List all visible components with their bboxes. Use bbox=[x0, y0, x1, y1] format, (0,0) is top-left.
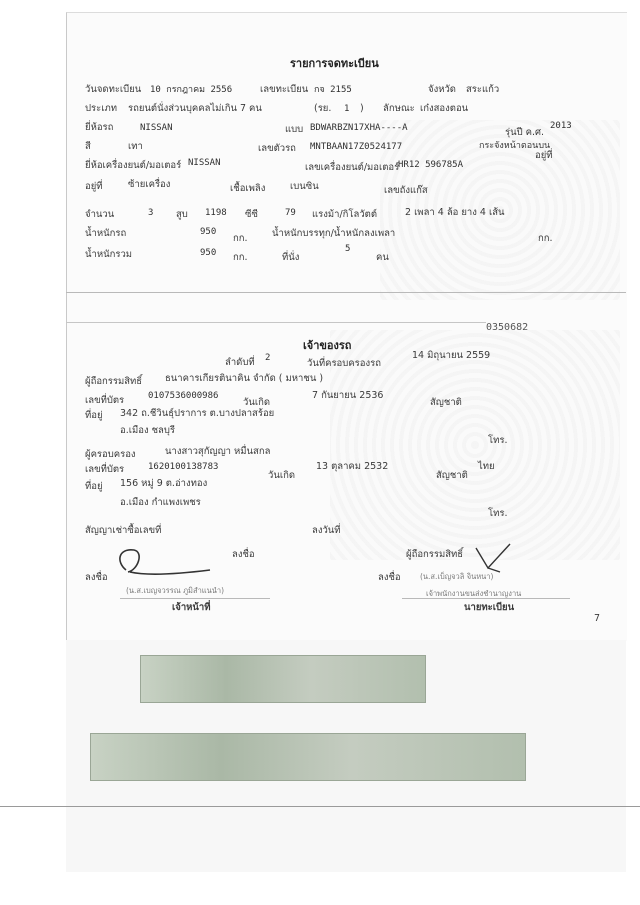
chassis-label: เลขตัวรถ bbox=[258, 143, 296, 154]
weight-label: น้ำหนักรถ bbox=[85, 228, 127, 239]
holder-birth-label: วันเกิด bbox=[243, 397, 270, 408]
brand-value: NISSAN bbox=[140, 123, 173, 133]
engine-no-label: เลขเครื่องยนต์/มอเตอร์ bbox=[305, 162, 400, 173]
engine-no-value: HR12 596785A bbox=[398, 160, 464, 170]
reg-date: 10 กรกฎาคม 2556 bbox=[150, 85, 233, 95]
feature-value: เก๋งสองตอน bbox=[420, 103, 469, 114]
engine-brand-label: ยี่ห้อเครื่องยนต์/มอเตอร์ bbox=[85, 160, 182, 171]
location-label: อยู่ที่ bbox=[535, 150, 553, 161]
chassis-number-rubbing bbox=[90, 733, 526, 781]
type-value: รถยนต์นั่งส่วนบุคคลไม่เกิน 7 คน bbox=[128, 103, 262, 114]
rs-value: 1 bbox=[344, 104, 350, 114]
rs-close: ) bbox=[360, 103, 364, 114]
possessor-birth: 13 ตุลาคม 2532 bbox=[316, 461, 389, 472]
registration-title: รายการจดทะเบียน bbox=[290, 57, 379, 70]
holder-sign-role: ผู้ถือกรรมสิทธิ์ bbox=[406, 549, 464, 560]
holder-id-label: เลขที่บัตร bbox=[85, 395, 125, 406]
possessor-phone-label: โทร. bbox=[488, 508, 508, 519]
seats-value: 5 bbox=[345, 244, 351, 254]
total-value: 950 bbox=[200, 248, 217, 258]
perforation-line bbox=[66, 322, 486, 323]
hp-value: 79 bbox=[285, 208, 296, 218]
hp-unit: แรงม้า/กิโลวัตต์ bbox=[312, 209, 378, 220]
count-label: จำนวน bbox=[85, 209, 115, 220]
possessor-birth-label: วันเกิด bbox=[268, 470, 295, 481]
cylinders-value: 3 bbox=[148, 208, 154, 218]
axle-info: 2 เพลา 4 ล้อ ยาง 4 เส้น bbox=[405, 207, 505, 218]
model-label: แบบ bbox=[285, 124, 304, 135]
holder-addr-label: ที่อยู่ bbox=[85, 410, 103, 421]
seats-unit: คน bbox=[376, 252, 389, 263]
year-label: รุ่นปี ค.ศ. bbox=[505, 127, 545, 138]
reg-no: กจ 2155 bbox=[314, 85, 352, 95]
registrar-subtitle: เจ้าพนักงานขนส่งชำนาญงาน bbox=[426, 589, 522, 598]
cc-value: 1198 bbox=[205, 208, 227, 218]
weight-value: 950 bbox=[200, 227, 217, 237]
engine-number-rubbing bbox=[140, 655, 426, 703]
weight-unit: กก. bbox=[233, 233, 248, 244]
holder-value: ธนาคารเกียรตินาคิน จำกัด ( มหาชน ) bbox=[165, 373, 324, 384]
possessor-id: 1620100138783 bbox=[148, 462, 219, 472]
tank-label: เลขถังแก๊ส bbox=[384, 185, 428, 196]
lease-date-label: ลงวันที่ bbox=[312, 525, 341, 536]
registrar-sign-line bbox=[402, 598, 570, 599]
official-signature bbox=[108, 540, 218, 582]
bottom-edge bbox=[0, 806, 640, 807]
order-value: 2 bbox=[265, 353, 271, 363]
possessor-id-label: เลขที่บัตร bbox=[85, 464, 125, 475]
brand-label: ยี่ห้อรถ bbox=[85, 122, 114, 133]
holder-id: 0107536000986 bbox=[148, 391, 219, 401]
model-value: BDWARBZN17XHA----A bbox=[310, 123, 408, 133]
engine-brand-value: NISSAN bbox=[188, 158, 221, 168]
official-title: เจ้าหน้าที่ bbox=[172, 602, 211, 613]
feature-label: ลักษณะ bbox=[383, 103, 415, 114]
cylinder-unit: สูบ bbox=[176, 209, 188, 220]
serial-fragment: 0350682 bbox=[486, 322, 529, 333]
lease-label: สัญญาเช่าซื้อเลขที่ bbox=[85, 525, 162, 536]
color-value: เทา bbox=[128, 141, 143, 152]
holder-label: ผู้ถือกรรมสิทธิ์ bbox=[85, 376, 143, 387]
fold-divider bbox=[66, 292, 626, 293]
holder-nationality-label: สัญชาติ bbox=[430, 397, 462, 408]
province-label: จังหวัด bbox=[428, 84, 456, 95]
registrar-title: นายทะเบียน bbox=[464, 602, 515, 613]
registrar-sign-label: ลงชื่อ bbox=[378, 572, 401, 583]
owner-date-value: 14 มิถุนายน 2559 bbox=[412, 350, 491, 361]
order-label: ลำดับที่ bbox=[225, 357, 255, 368]
fuel-value: เบนซิน bbox=[290, 181, 319, 192]
reg-date-label: วันจดทะเบียน bbox=[85, 84, 142, 95]
possessor-nationality: ไทย bbox=[478, 461, 495, 472]
official-sign-line bbox=[120, 598, 270, 599]
total-label: น้ำหนักรวม bbox=[85, 249, 133, 260]
load-label: น้ำหนักบรรทุก/น้ำหนักลงเพลา bbox=[272, 228, 396, 239]
engine-location-value: ซ้ายเครื่อง bbox=[128, 179, 171, 190]
possessor-addr1: 156 หมู่ 9 ต.อ่างทอง bbox=[120, 478, 208, 489]
possessor-addr-label: ที่อยู่ bbox=[85, 481, 103, 492]
owner-title: เจ้าของรถ bbox=[303, 339, 352, 352]
possessor-value: นางสาวสุกัญญา หมื่นสกล bbox=[165, 446, 271, 457]
type-label: ประเภท bbox=[85, 103, 118, 114]
reg-no-label: เลขทะเบียน bbox=[260, 84, 309, 95]
possessor-label: ผู้ครอบครอง bbox=[85, 449, 136, 460]
rs-label: (รย. bbox=[314, 103, 332, 114]
total-unit: กก. bbox=[233, 252, 248, 263]
holder-phone-label: โทร. bbox=[488, 435, 508, 446]
official-sign-label-top: ลงชื่อ bbox=[232, 549, 255, 560]
page-number-bottom: 7 bbox=[594, 613, 601, 624]
fuel-label: เชื้อเพลิง bbox=[230, 183, 266, 194]
owner-date-label: วันที่ครอบครองรถ bbox=[307, 358, 381, 369]
province: สระแก้ว bbox=[466, 84, 500, 95]
holder-addr1: 342 ถ.ชีวินธุ์ปราการ ต.บางปลาสร้อย bbox=[120, 408, 275, 419]
engine-location-label: อยู่ที่ bbox=[85, 181, 103, 192]
color-label: สี bbox=[85, 141, 91, 152]
official-name: (น.ส.เบญจวรรณ ภูมิสำแนนำ) bbox=[126, 586, 225, 595]
possessor-nationality-label: สัญชาติ bbox=[436, 470, 468, 481]
location-value: กระจังหน้าตอนบน bbox=[479, 141, 551, 151]
official-sign-label: ลงชื่อ bbox=[85, 572, 108, 583]
registrar-name: (น.ส.เบ็ญจวลิ จินหนา) bbox=[420, 572, 494, 581]
holder-birth: 7 กันยายน 2536 bbox=[312, 390, 384, 401]
load-unit: กก. bbox=[538, 233, 553, 244]
possessor-addr2: อ.เมือง กำแพงเพชร bbox=[120, 497, 201, 508]
year-value: 2013 bbox=[550, 121, 572, 131]
cc-unit: ซีซี bbox=[245, 209, 258, 220]
seats-label: ที่นั่ง bbox=[282, 252, 300, 263]
chassis-value: MNTBAAN17Z0524177 bbox=[310, 142, 403, 152]
holder-addr2: อ.เมือง ชลบุรี bbox=[120, 425, 176, 436]
